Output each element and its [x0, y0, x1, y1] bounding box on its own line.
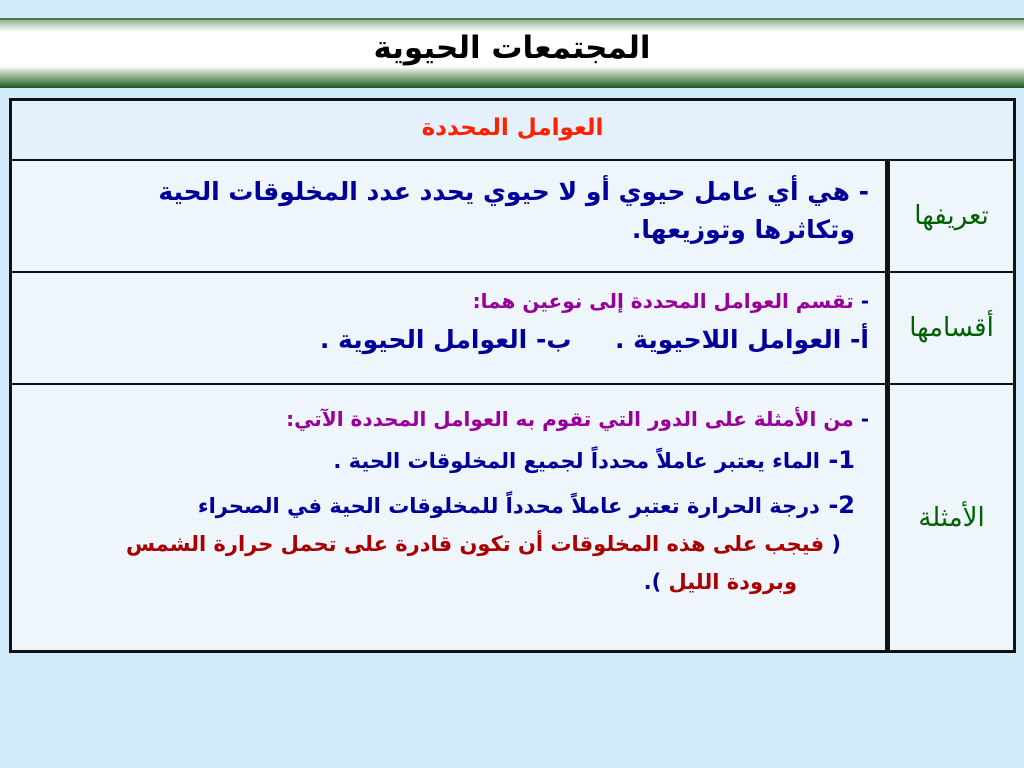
example-item-2-cont2-text: وبرودة الليل — [668, 570, 797, 594]
table-header: العوامل المحددة — [421, 115, 604, 141]
limiting-factors-table — [9, 98, 1016, 653]
divisions-intro — [22, 285, 869, 317]
example-item-1-number: 1- — [819, 446, 855, 474]
example-item-2-number: 2- — [819, 491, 855, 519]
example-item-1-text: الماء يعتبر عاملاً محدداً لجميع المخلوقات الحية . — [333, 449, 820, 473]
examples-intro — [22, 403, 869, 435]
divisions-row — [12, 273, 1013, 385]
divisions-types: أ- العوامل اللاحيوية . ب- العوامل الحيوية . — [319, 325, 869, 354]
slide-title: المجتمعات الحيوية — [373, 30, 651, 66]
example-item-2-cont-text: فيجب على هذه المخلوقات أن تكون قادرة على تحمل حرارة الشمس — [125, 532, 825, 556]
table-header-row — [12, 101, 1013, 161]
example-item-2-continued — [22, 525, 869, 563]
definition-line-1: - هي أي عامل حيوي أو لا حيوي يحدد عدد المخلوقات الحية — [158, 177, 869, 206]
divisions-intro-text: تقسم العوامل المحددة إلى نوعين هما: — [472, 289, 854, 313]
example-item-2-text: درجة الحرارة تعتبر عاملاً محدداً للمخلوقات الحية في الصحراء — [197, 494, 820, 518]
divisions-content — [12, 273, 885, 383]
example-item-2-end — [22, 563, 869, 601]
examples-content — [12, 385, 885, 650]
example-item-2-paren-close: ). — [643, 570, 669, 594]
example-item-2-paren-open: ( — [824, 532, 841, 556]
examples-row — [12, 385, 1013, 650]
examples-dash: - — [853, 407, 869, 431]
examples-intro-text: من الأمثلة على الدور التي تقوم به العوامل المحددة الآتي: — [286, 407, 854, 431]
title-bar — [0, 18, 1024, 88]
definition-content — [12, 161, 885, 271]
definition-line-2: وتكاثرها وتوزيعها. — [631, 215, 855, 244]
examples-label: الأمثلة — [885, 385, 1013, 650]
definition-label: تعريفها — [885, 161, 1013, 271]
divisions-dash: - — [853, 289, 869, 313]
example-item-1 — [22, 435, 869, 486]
divisions-label: أقسامها — [885, 273, 1013, 383]
example-item-2 — [22, 486, 869, 525]
definition-row — [12, 161, 1013, 273]
